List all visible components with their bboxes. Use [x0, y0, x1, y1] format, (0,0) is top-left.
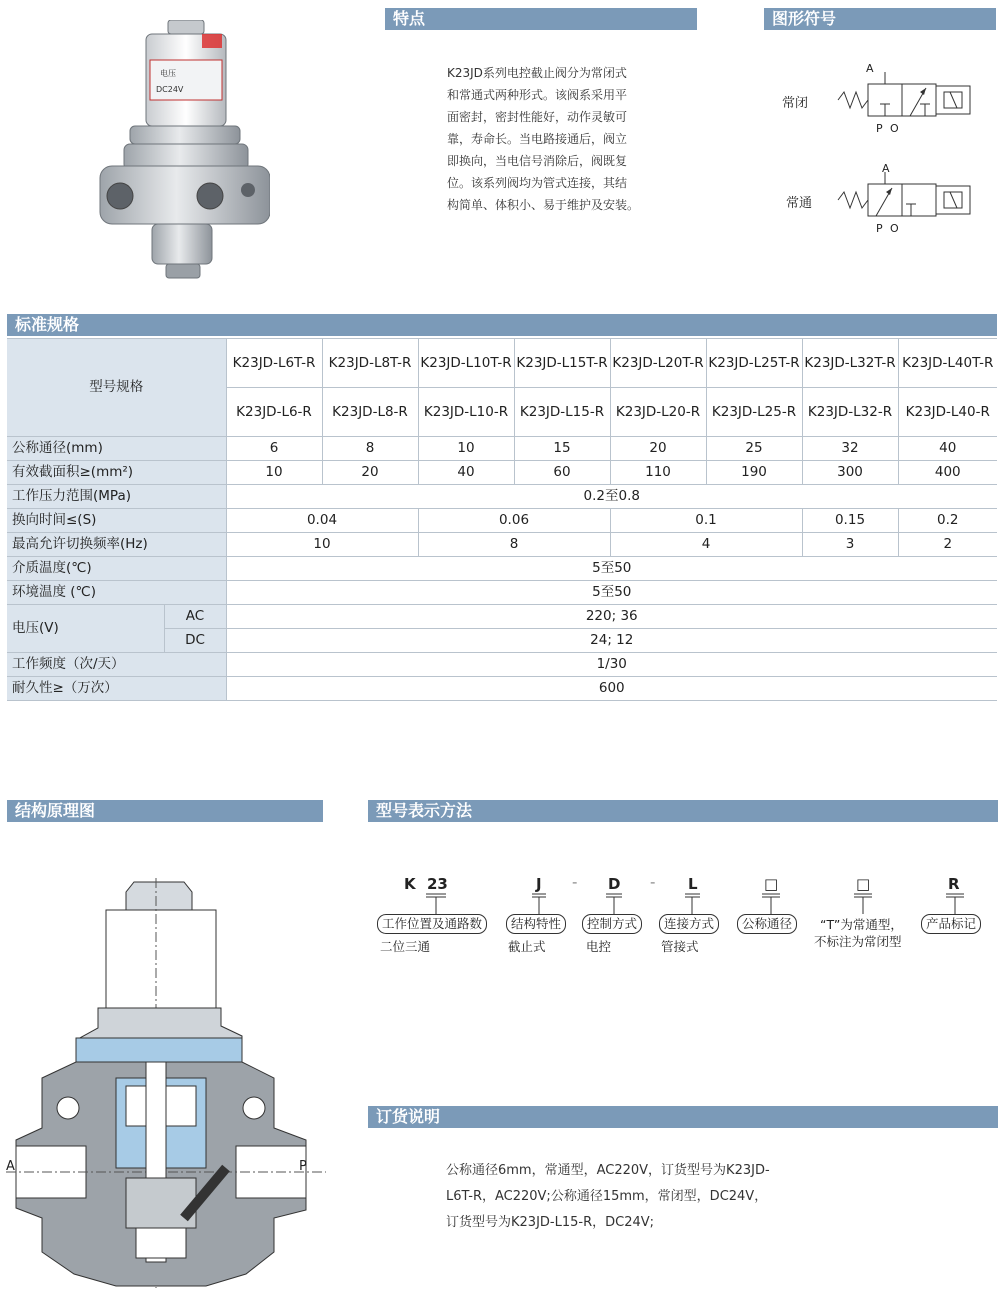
nominal-cell: 32 [802, 437, 898, 461]
code-char-d: D [608, 875, 621, 893]
medium-temp-label: 介质温度(℃) [7, 557, 226, 581]
code-char-box: □ [856, 875, 871, 893]
model-header: 型号规格 [7, 339, 226, 437]
freq-cell: 4 [610, 533, 802, 557]
code-box-structure: 结构特性 [506, 914, 566, 934]
durability-cell: 600 [226, 677, 997, 701]
model-code-heading: 型号表示方法 [368, 800, 998, 822]
table-row [7, 557, 997, 581]
nominal-cell: 25 [706, 437, 802, 461]
area-cell: 400 [898, 461, 997, 485]
code-char-l: L [688, 875, 698, 893]
features-text: K23JD系列电控截止阀分为常闭式 和常通式两种形式。该阀系采用平 面密封，密封性能好，动作灵敏可 靠，寿命长。当电路接通后，阀立 即换向，当电信号消除后，阀既复 位。该系列阀均为管式连接，其结 构简单、体积小、易于维护及安装。 [447, 66, 640, 212]
code-t-note: 不标注为常闭型 [814, 934, 902, 949]
code-char-r: R [948, 875, 960, 893]
area-cell: 110 [610, 461, 706, 485]
voltage-label: 电压(V) [7, 605, 164, 653]
model-cell: K23JD-L8-R [322, 388, 418, 437]
model-t-cell: K23JD-L32T-R [802, 339, 898, 388]
nominal-cell: 8 [322, 437, 418, 461]
model-t-cell: K23JD-L10T-R [418, 339, 514, 388]
code-char-dash: - [650, 873, 656, 891]
nominal-label: 公称通径(mm) [7, 437, 226, 461]
code-box-position: 工作位置及通路数 [377, 914, 487, 934]
freq-cell: 10 [226, 533, 418, 557]
symbol-no-port-a: A [882, 162, 890, 175]
table-row [7, 437, 997, 461]
order-heading: 订货说明 [368, 1106, 998, 1128]
code-char-box: □ [764, 875, 779, 893]
table-row [7, 485, 997, 509]
switch-time-cell: 0.2 [898, 509, 997, 533]
area-cell: 10 [226, 461, 322, 485]
diagram-port-a: A [6, 1159, 15, 1174]
nominal-cell: 10 [418, 437, 514, 461]
table-row [7, 605, 997, 629]
model-cell: K23JD-L15-R [514, 388, 610, 437]
ambient-temp-cell: 5至50 [226, 581, 997, 605]
symbol-nc-port-p: P [876, 122, 883, 135]
area-cell: 300 [802, 461, 898, 485]
pressure-cell: 0.2至0.8 [226, 485, 997, 509]
model-t-cell: K23JD-L40T-R [898, 339, 997, 388]
code-box-nominal: 公称通径 [737, 914, 797, 934]
work-freq-label: 工作频度（次/天） [7, 653, 226, 677]
switch-time-cell: 0.15 [802, 509, 898, 533]
model-cell: K23JD-L40-R [898, 388, 997, 437]
code-sub-control: 电控 [586, 939, 612, 954]
switch-time-label: 换向时间≤(S) [7, 509, 226, 533]
model-cell: K23JD-L25-R [706, 388, 802, 437]
photo-voltage-label: 电压 [160, 69, 176, 78]
table-row [7, 533, 997, 557]
structure-diagram [6, 878, 326, 1288]
valve-photo [90, 20, 270, 285]
code-box-connection: 连接方式 [659, 914, 719, 934]
ac-label: AC [164, 605, 226, 629]
model-cell: K23JD-L10-R [418, 388, 514, 437]
medium-temp-cell: 5至50 [226, 557, 997, 581]
table-row [7, 339, 997, 388]
normally-closed-label: 常闭 [782, 96, 809, 111]
code-char-dash: - [572, 873, 578, 891]
durability-label: 耐久性≥（万次） [7, 677, 226, 701]
code-sub-connection: 管接式 [661, 939, 699, 954]
nominal-cell: 20 [610, 437, 706, 461]
features-heading: 特点 [385, 8, 697, 30]
area-cell: 60 [514, 461, 610, 485]
switch-time-cell: 0.04 [226, 509, 418, 533]
diagram-port-p: P [299, 1159, 307, 1174]
structure-heading: 结构原理图 [7, 800, 323, 822]
freq-cell: 3 [802, 533, 898, 557]
table-row [7, 509, 997, 533]
code-sub-position: 二位三通 [380, 939, 431, 954]
dc-cell: 24; 12 [226, 629, 997, 653]
model-t-cell: K23JD-L20T-R [610, 339, 706, 388]
freq-label: 最高允许切换频率(Hz) [7, 533, 226, 557]
model-t-cell: K23JD-L8T-R [322, 339, 418, 388]
nominal-cell: 15 [514, 437, 610, 461]
normally-open-label: 常通 [786, 196, 813, 211]
symbol-nc-port-a: A [866, 62, 874, 75]
code-char-23: 23 [427, 875, 448, 893]
area-cell: 190 [706, 461, 802, 485]
model-t-cell: K23JD-L15T-R [514, 339, 610, 388]
nominal-cell: 6 [226, 437, 322, 461]
code-sub-structure: 截止式 [508, 939, 546, 954]
order-text: 公称通径6mm，常通型，AC220V，订货型号为K23JD-L6T-R，AC220V;公称通径15mm，常闭型，DC24V，订货型号为K23JD-L15-R，DC24V; [446, 1163, 770, 1230]
code-char-k: K [404, 875, 416, 893]
symbol-heading: 图形符号 [764, 8, 996, 30]
table-row [7, 677, 997, 701]
symbol-nc-port-o: O [890, 122, 899, 135]
ambient-temp-label: 环境温度 (℃) [7, 581, 226, 605]
table-row [7, 653, 997, 677]
symbol-no-port-p: P [876, 222, 883, 235]
model-cell: K23JD-L20-R [610, 388, 706, 437]
symbol-normally-closed [830, 60, 980, 140]
spec-table [7, 338, 997, 701]
freq-cell: 2 [898, 533, 997, 557]
area-label: 有效截面积≥(mm²) [7, 461, 226, 485]
model-cell: K23JD-L32-R [802, 388, 898, 437]
code-char-j: J [536, 875, 542, 893]
nominal-cell: 40 [898, 437, 997, 461]
symbol-no-port-o: O [890, 222, 899, 235]
area-cell: 20 [322, 461, 418, 485]
symbol-normally-open [830, 160, 980, 240]
code-box-control: 控制方式 [582, 914, 642, 934]
work-freq-cell: 1/30 [226, 653, 997, 677]
switch-time-cell: 0.1 [610, 509, 802, 533]
model-cell: K23JD-L6-R [226, 388, 322, 437]
model-t-cell: K23JD-L6T-R [226, 339, 322, 388]
table-row [7, 461, 997, 485]
freq-cell: 8 [418, 533, 610, 557]
area-cell: 40 [418, 461, 514, 485]
table-row [7, 581, 997, 605]
dc-label: DC [164, 629, 226, 653]
ac-cell: 220; 36 [226, 605, 997, 629]
switch-time-cell: 0.06 [418, 509, 610, 533]
model-code-connectors [370, 890, 1000, 914]
spec-heading: 标准规格 [7, 314, 997, 336]
photo-voltage-value: DC24V [156, 85, 184, 94]
code-t-note: “T”为常通型， [820, 917, 903, 932]
code-box-mark: 产品标记 [921, 914, 981, 934]
pressure-label: 工作压力范围(MPa) [7, 485, 226, 509]
model-t-cell: K23JD-L25T-R [706, 339, 802, 388]
